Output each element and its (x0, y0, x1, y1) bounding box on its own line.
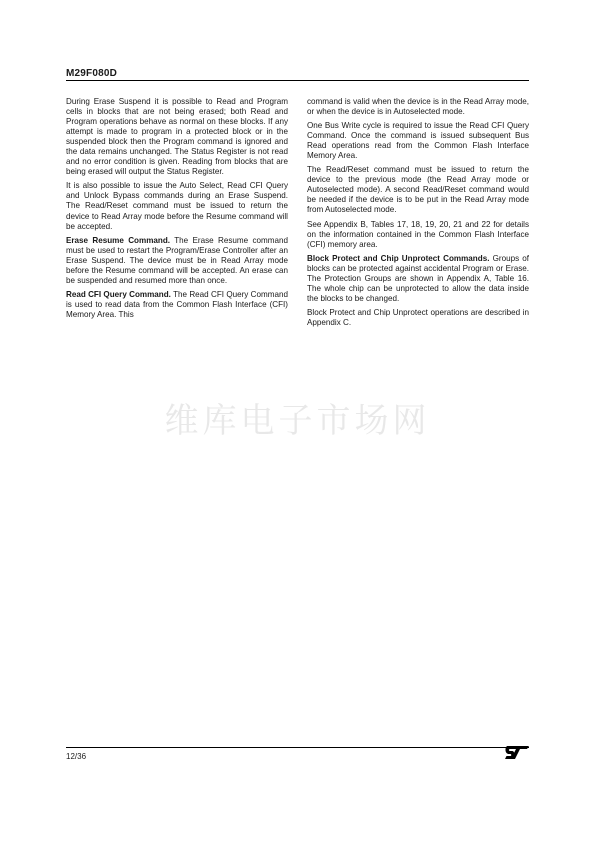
paragraph (66, 290, 288, 320)
page-header-title: M29F080D (66, 68, 118, 79)
paragraph-body: The Read CFI Query Command is used to read data from the Common Flash Interface (CFI) Memory Area. This (66, 289, 288, 319)
footer-rule (66, 747, 529, 748)
section-heading: Block Protect and Chip Unprotect Commands. (307, 253, 490, 263)
paragraph: The Read/Reset command must be issued to return the device to the previous mode (the Read Array mode or Autoselected mode). A second Read/Reset command would be needed if the device is to be put in the Read Array mode from Autoselected mode. (307, 165, 529, 215)
paragraph: command is valid when the device is in the Read Array mode, or when the device is in Autoselected mode. (307, 97, 529, 117)
paragraph: During Erase Suspend it is possible to Read and Program cells in blocks that are not being erased; both Read and Program operations behave as normal on these blocks. If any attempt is made to program in a protected block or in the suspended block then the Program command is ignored and the data remains unchanged. The Status Register is not read and no error condition is given. Reading from blocks that are being erased will output the Status Register. (66, 97, 288, 177)
paragraph: Block Protect and Chip Unprotect operations are described in Appendix C. (307, 307, 529, 327)
right-column (307, 97, 529, 332)
watermark: 维库电子市场网 (164, 401, 431, 441)
paragraph-body: The Erase Resume command must be used to restart the Program/Erase Controller after an Erase Suspend. The device must be in Read Array mode before the Resume command will be accepted. An erase can be suspended and resumed more than once. (66, 235, 288, 285)
header-rule (66, 80, 529, 81)
st-logo-icon (504, 744, 530, 760)
paragraph-body: Groups of blocks can be protected against accidental Program or Erase. The Protection Groups are shown in Appendix A, Table 16. The whole chip can be unprotected to allow the data inside the blocks to be changed. (307, 253, 529, 303)
paragraph (66, 236, 288, 286)
section-heading: Read CFI Query Command. (66, 289, 171, 299)
page-number: 12/36 (66, 752, 87, 761)
paragraph: One Bus Write cycle is required to issue the Read CFI Query Command. Once the command is issued subsequent Bus Read operations read from the Common Flash Interface Memory Area. (307, 121, 529, 161)
paragraph: It is also possible to issue the Auto Select, Read CFI Query and Unlock Bypass commands during an Erase Suspend. The Read/Reset command must be issued to return the device to Read Array mode before the Resume command will be accepted. (66, 181, 288, 231)
paragraph (307, 254, 529, 304)
paragraph: See Appendix B, Tables 17, 18, 19, 20, 21 and 22 for details on the information contained in the Common Flash Interface (CFI) memory area. (307, 219, 529, 249)
left-column (66, 97, 288, 324)
section-heading: Erase Resume Command. (66, 235, 171, 245)
